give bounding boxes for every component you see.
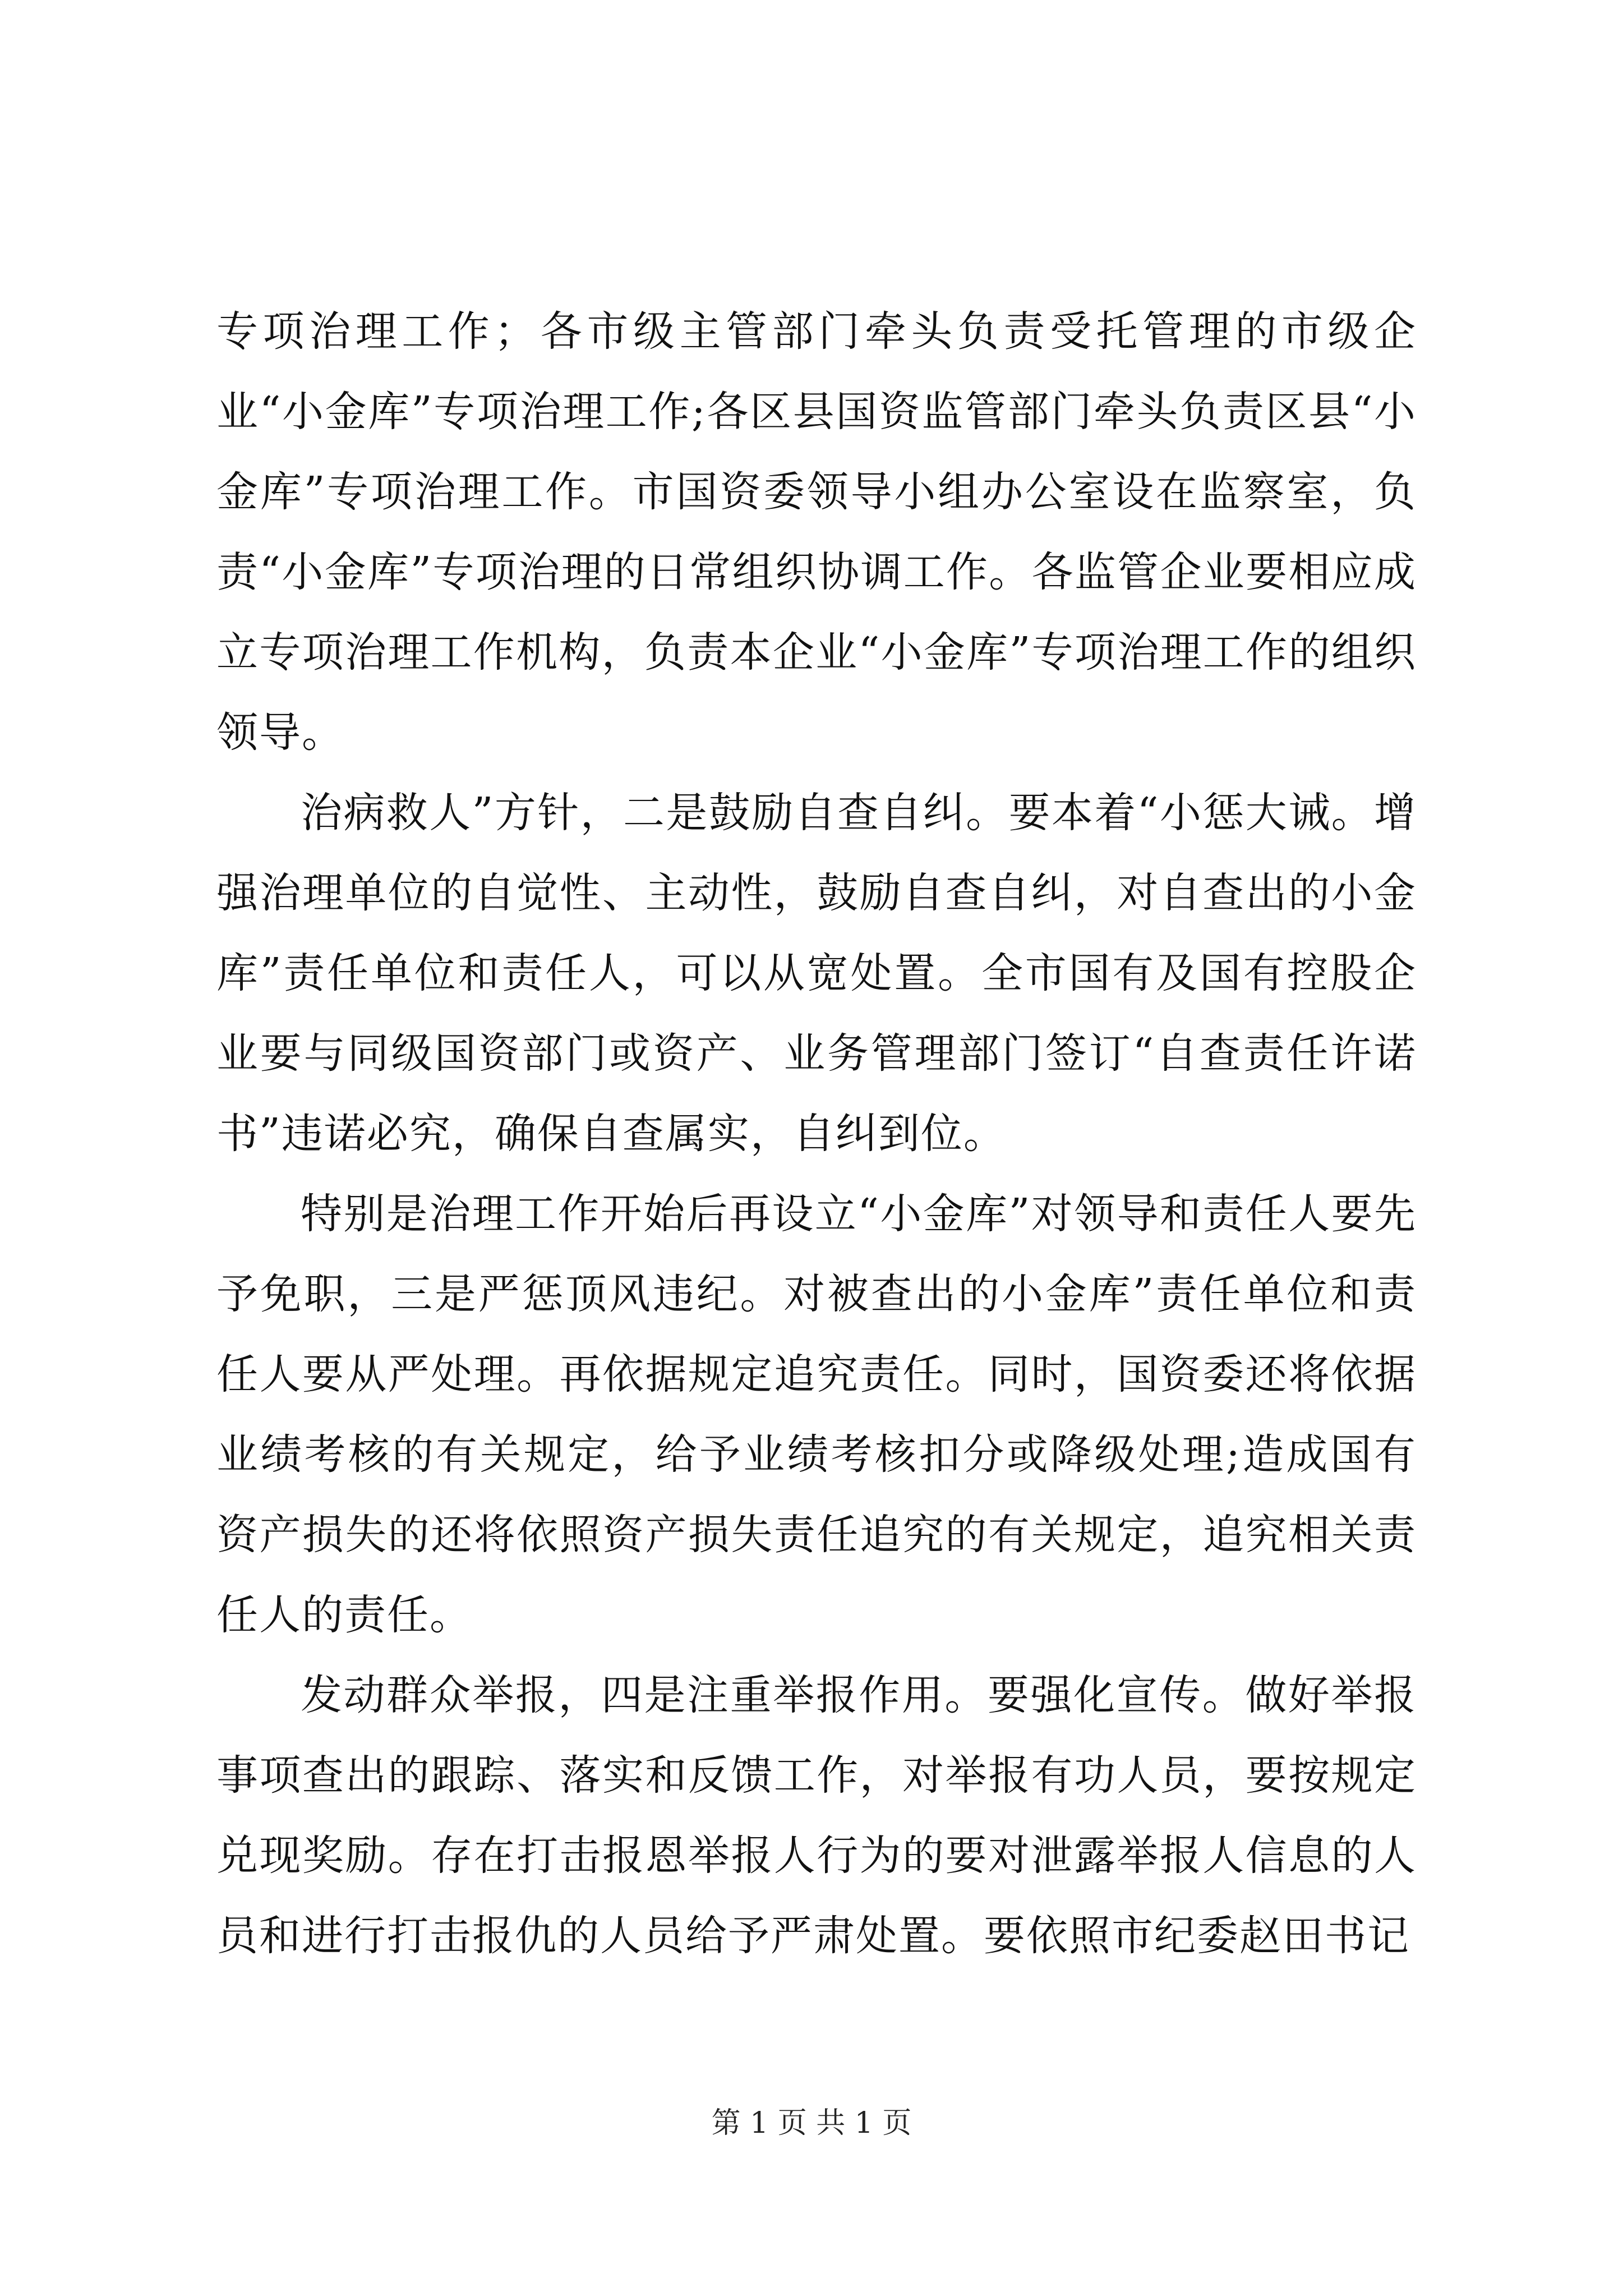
document-body xyxy=(216,292,1417,1976)
page-footer: 第 1 页 共 1 页 xyxy=(711,2106,912,2140)
paragraph-1: 专项治理工作；各市级主管部门牵头负责受托管理的市级企业“小金库”专项治理工作;各区县国资监管部门牵头负责区县“小金库”专项治理工作。市国资委领导小组办公室设在监察室，负责“小金库”专项治理的日常组织协调工作。各监管企业要相应成立专项治理工作机构，负责本企业“小金库”专项治理工作的组织领导。 xyxy=(216,307,1417,757)
paragraph-2: 治病救人”方针，二是鼓励自查自纠。要本着“小惩大诫。增强治理单位的自觉性、主动性，鼓励自查自纠，对自查出的小金库”责任单位和责任人，可以从宽处置。全市国有及国有控股企业要与同级国资部门或资产、业务管理部门签订“自查责任许诺书”违诺必究，确保自查属实，自纠到位。 xyxy=(216,789,1417,1158)
paragraph-3: 特别是治理工作开始后再设立“小金库”对领导和责任人要先予免职，三是严惩顶风违纪。对被查出的小金库”责任单位和责任人要从严处理。再依据规定追究责任。同时，国资委还将依据业绩考核的有关规定，给予业绩考核扣分或降级处理;造成国有资产损失的还将依照资产损失责任追究的有关规定，追究相关责任人的责任。 xyxy=(216,1190,1417,1639)
paragraph-4: 发动群众举报，四是注重举报作用。要强化宣传。做好举报事项查出的跟踪、落实和反馈工作，对举报有功人员，要按规定兑现奖励。存在打击报恩举报人行为的要对泄露举报人信息的人员和进行打击报仇的人员给予严肃处置。要依照市纪委赵田书记 xyxy=(216,1671,1417,1960)
